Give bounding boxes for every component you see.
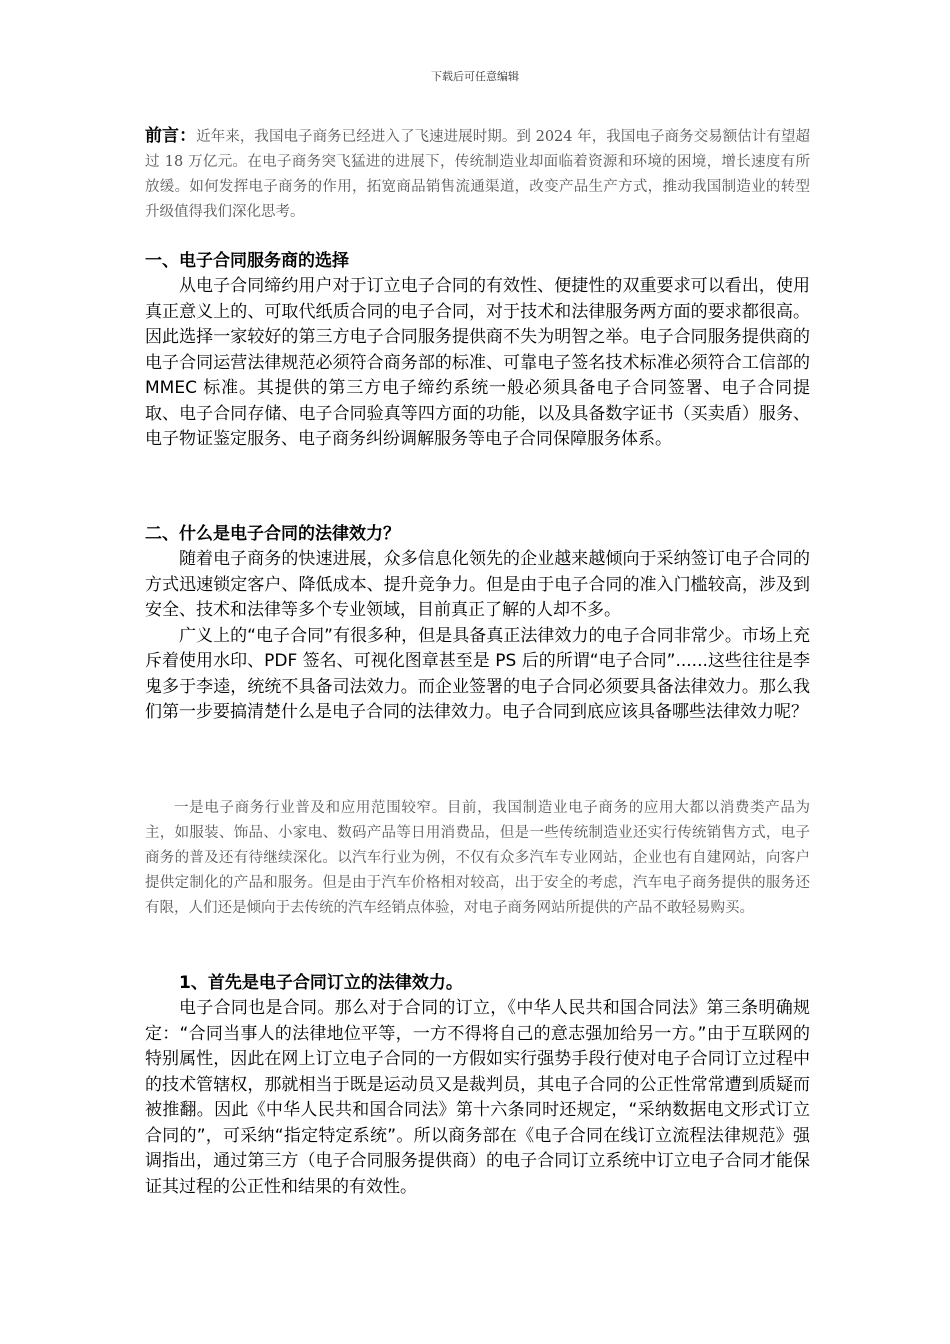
preface-block <box>145 124 810 225</box>
section-3 <box>145 971 810 1200</box>
preface-label: 前言： <box>145 126 197 146</box>
preface-paragraph <box>145 124 810 225</box>
section-2 <box>145 522 810 726</box>
section-1-paragraph: 从电子合同缔约用户对于订立电子合同的有效性、便捷性的双重要求可以看出，使用真正意义上的、可取代纸质合同的电子合同，对于技术和法律服务两方面的要求都很高。因此选择一家较好的第三方电子合同服务提供商不失为明智之举。电子合同服务提供商的电子合同运营法律规范必须符合商务部的标准、可靠电子签名技术标准必须符合工信部的 MMEC 标准。其提供的第三方电子缔约系统一般必须具备电子合同签署、电子合同提取、电子合同存储、电子合同验真等四方面的功能，以及具备数字证书（买卖盾）服务、电子物证鉴定服务、电子商务纠纷调解服务等电子合同保障服务体系。 <box>145 276 810 449</box>
section-2-heading: 二、什么是电子合同的法律效力？ <box>145 524 400 544</box>
section-3-heading: 1、首先是电子合同订立的法律效力。 <box>179 973 463 993</box>
section-3-paragraph: 电子合同也是合同。那么对于合同的订立，《中华人民共和国合同法》第三条明确规定：“合同当事人的法律地位平等，一方不得将自己的意志强加给另一方。”由于互联网的特别属性，因此在网上订立电子合同的一方假如实行强势手段行使对电子合同订立过程中的技术管辖权，那就相当于既是运动员又是裁判员，其电子合同的公正性常常遭到质疑而被推翻。因此《中华人民共和国合同法》第十六条同时还规定，“采纳数据电文形式订立合同的”，可采纳“指定特定系统”。所以商务部在《电子合同在线订立流程法律规范》强调指出，通过第三方（电子合同服务提供商）的电子合同订立系统中订立电子合同才能保证其过程的公正性和结果的有效性。 <box>145 998 810 1197</box>
section-2-paragraph-2: 广义上的“电子合同”有很多种，但是具备真正法律效力的电子合同非常少。市场上充斥着使用水印、PDF 签名、可视化图章甚至是 PS 后的所谓“电子合同”......这些往往是李鬼多于李逵，统统不具备司法效力。而企业签署的电子合同必须要具备法律效力。那么我们第一步要搞清楚什么是电子合同的法律效力。电子合同到底应该具备哪些法律效力呢？ <box>145 625 810 722</box>
inserted-block <box>145 796 810 921</box>
inserted-paragraph: 一是电子商务行业普及和应用范围较窄。目前，我国制造业电子商务的应用大都以消费类产品为主，如服装、饰品、小家电、数码产品等日用消费品，但是一些传统制造业还实行传统销售方式，电子商务的普及还有待继续深化。以汽车行业为例，不仅有众多汽车专业网站，企业也有自建网站，向客户提供定制化的产品和服务。但是由于汽车价格相对较高，出于安全的考虑，汽车电子商务提供的服务还有限，人们还是倾向于去传统的汽车经销点体验，对电子商务网站所提供的产品不敢轻易购买。 <box>145 800 810 916</box>
preface-text: 近年来，我国电子商务已经进入了飞速进展时期。到 2024 年，我国电子商务交易额估计有望超过 18 万亿元。在电子商务突飞猛进的进展下，传统制造业却面临着资源和环境的困境，增长速度有所放缓。如何发挥电子商务的作用，拓宽商品销售流通渠道，改变产品生产方式，推动我国制造业的转型升级值得我们深化思考。 <box>145 129 810 220</box>
section-1 <box>145 249 810 453</box>
header-note: 下载后可任意编辑 <box>431 70 519 83</box>
section-2-paragraph-1: 随着电子商务的快速进展，众多信息化领先的企业越来越倾向于采纳签订电子合同的方式迅速锁定客户、降低成本、提升竞争力。但是由于电子合同的准入门槛较高，涉及到安全、技术和法律等多个专业领域，目前真正了解的人却不多。 <box>145 549 810 620</box>
section-1-heading: 一、电子合同服务商的选择 <box>145 251 349 271</box>
